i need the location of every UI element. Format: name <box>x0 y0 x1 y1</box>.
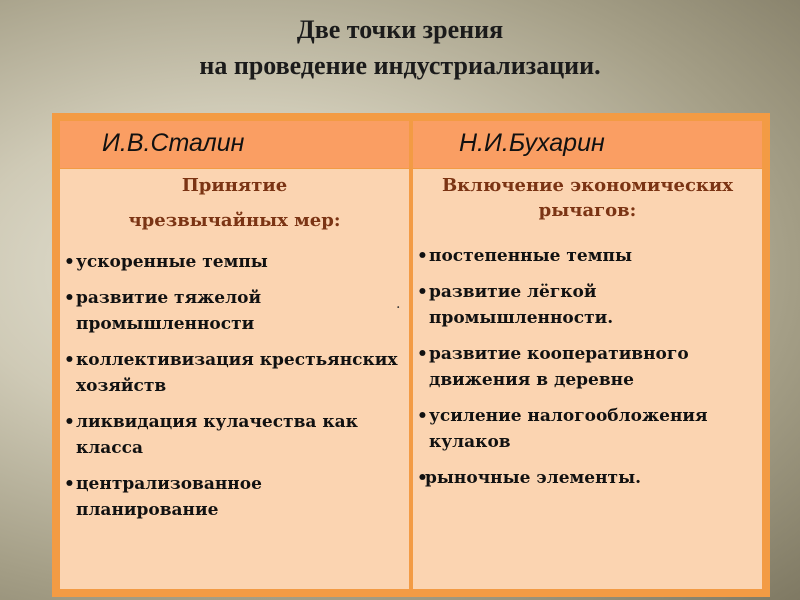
list-item: • централизованное планирование <box>64 471 399 523</box>
slide-title <box>0 12 800 84</box>
list-item: • усиление налогообложения кулаков <box>417 403 762 455</box>
stray-dot: . <box>396 296 401 312</box>
body-cell-bukharin <box>413 169 762 589</box>
header-bukharin: Н.И.Бухарин <box>459 129 605 157</box>
header-stalin: И.В.Сталин <box>102 129 245 157</box>
list-item: • ликвидация кулачества как класса <box>64 409 399 461</box>
list-stalin <box>64 249 399 533</box>
subheading-stalin-line-1: Принятие <box>181 175 288 196</box>
header-cell-bukharin <box>413 121 762 168</box>
list-item: • развитие лёгкой промышленности. <box>417 279 762 331</box>
body-cell-stalin <box>60 169 409 589</box>
slide-title-line-2: на проведение индустриализации. <box>199 51 601 80</box>
list-item: • развитие тяжелой промышленности <box>64 285 399 337</box>
header-cell-stalin <box>60 121 409 168</box>
slide-title-line-1: Две точки зрения <box>296 15 504 44</box>
list-bukharin <box>417 243 762 501</box>
subheading-bukharin-line-1: Включение экономических <box>441 175 734 196</box>
list-item: • развитие кооперативного движения в деревне <box>417 341 762 393</box>
list-item: • рыночные элементы. <box>417 465 762 491</box>
comparison-table <box>52 113 770 597</box>
list-item: • постепенные темпы <box>417 243 762 269</box>
list-item: • коллективизация крестьянских хозяйств <box>64 347 399 399</box>
list-item: • ускоренные темпы <box>64 249 399 275</box>
subheading-stalin-line-2: чрезвычайных мер: <box>128 210 341 231</box>
subheading-bukharin-line-2: рычагов: <box>538 200 637 221</box>
